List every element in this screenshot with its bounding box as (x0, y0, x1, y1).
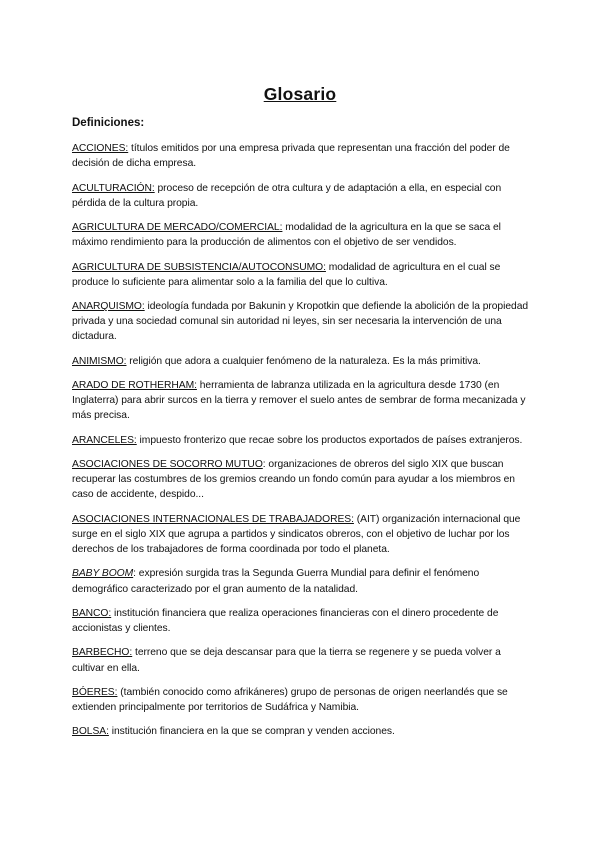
entry-term: ACCIONES: (72, 143, 129, 154)
glossary-list (72, 141, 534, 749)
page-title: Glosario (263, 84, 337, 104)
entry-term: ARADO DE ROTHERHAM: (72, 380, 197, 391)
entry-term: ASOCIACIONES INTERNACIONALES DE TRABAJADORES: (72, 513, 354, 525)
glossary-entry-banco (72, 606, 534, 636)
entry-term: BARBECHO: (72, 647, 133, 659)
entry-term: AGRICULTURA DE MERCADO/COMERCIAL: (72, 222, 283, 233)
entry-term: ACULTURACIÓN: (72, 182, 155, 194)
section-heading: Definiciones: (72, 117, 145, 129)
entry-term: ANARQUISMO: (72, 301, 145, 312)
entry-term: BOLSA: (72, 726, 109, 738)
glossary-entry-arado-rotherham (72, 378, 534, 424)
glossary-entry-socorro-mutuo (72, 457, 534, 503)
glossary-entry-boeres (72, 685, 534, 715)
glossary-entry-aculturacion (72, 181, 534, 211)
entry-term: BÓERES: (72, 686, 118, 698)
glossary-entry-agricultura-mercado (72, 220, 534, 250)
entry-definition: institución financiera en la que se compran y venden acciones. (108, 726, 395, 738)
entry-definition: modalidad de agricultura en el cual se produce lo suficiente para alimentar solo a la familia del que lo cultiva. (72, 261, 501, 288)
glossary-entry-barbecho (72, 645, 534, 675)
entry-definition: títulos emitidos por una empresa privada que representan una fracción del poder de decisión de dicha empresa. (72, 143, 510, 170)
glossary-entry-acciones (72, 141, 534, 171)
entry-term: ASOCIACIONES DE SOCORRO MUTUO (72, 459, 263, 470)
entry-definition: herramienta de labranza utilizada en la agricultura desde 1730 (en Inglaterra) para abrir surcos en la tierra y remover el suelo antes de sembrar de forma mecanizada y más precisa. (72, 380, 526, 422)
glossary-entry-anarquismo (72, 299, 534, 345)
glossary-entry-aranceles (72, 433, 534, 448)
entry-definition: : expresión surgida tras la Segunda Guerra Mundial para definir el fenómeno demográfico caracterizado por el gran aumento de la natalidad. (72, 568, 480, 595)
entry-term: BANCO: (72, 607, 112, 619)
entry-term: ANIMISMO: (72, 355, 127, 367)
glossary-entry-animismo (72, 354, 534, 369)
entry-definition: institución financiera que realiza operaciones financieras con el dinero procedente de accionistas y clientes. (72, 607, 499, 635)
entry-definition: (también conocido como afrikáneres) grupo de personas de origen neerlandés que se extienden principalmente por territorios de Sudáfrica y Namibia. (72, 686, 508, 714)
glossary-entry-bolsa (72, 724, 534, 739)
entry-definition: terreno que se deja descansar para que la tierra se regenere y se pueda volver a cultivar en ella. (72, 647, 501, 674)
glossary-entry-ait (72, 512, 534, 558)
entry-definition: ideología fundada por Bakunin y Kropotkin que defiende la abolición de la propiedad privada y una sociedad comunal sin autoridad ni leyes, sin ser necesaria la intervención de una dictadura. (72, 301, 529, 343)
entry-term: ARANCELES: (72, 434, 137, 446)
entry-definition: modalidad de la agricultura en la que se saca el máximo rendimiento para la producción de alimentos con el objetivo de ser vendidos. (72, 222, 501, 249)
entry-term: BABY BOOM (72, 568, 134, 580)
entry-definition: : organizaciones de obreros del siglo XIX que buscan recuperar las costumbres de los gremios creando un fondo común para ayudar a los miembros en caso de accidente, despido... (72, 459, 515, 501)
glossary-entry-agricultura-subsistencia (72, 260, 534, 290)
entry-definition: (AIT) organización internacional que surge en el siglo XIX que agrupa a partidos y sindicatos obreros, con el objetivo de luchar por los derechos de los trabajadores de forma coordinada por todo el planeta. (72, 513, 521, 556)
glossary-entry-baby-boom (72, 566, 534, 596)
entry-term: AGRICULTURA DE SUBSISTENCIA/AUTOCONSUMO: (72, 261, 326, 273)
entry-definition: religión que adora a cualquier fenómeno de la naturaleza. Es la más primitiva. (126, 355, 481, 367)
entry-definition: proceso de recepción de otra cultura y de adaptación a ella, en especial con pérdida de la cultura propia. (72, 182, 502, 209)
entry-definition: impuesto fronterizo que recae sobre los productos exportados de países extranjeros. (136, 434, 523, 446)
